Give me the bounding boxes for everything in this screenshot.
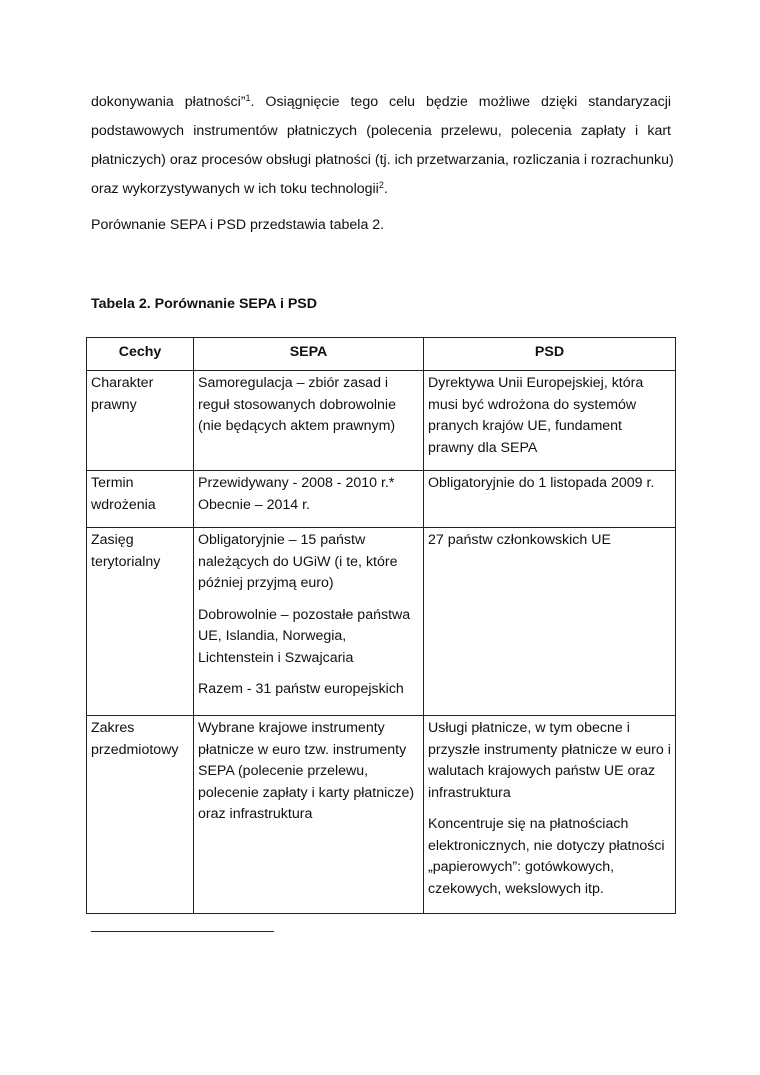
intro-line: podstawowych instrumentów płatniczych (polecenia przelewu, polecenia zapłaty i kart — [91, 123, 671, 139]
intro-line: płatniczych) oraz procesów obsługi płatności (tj. ich przetwarzania, rozliczania i rozrachunku) — [91, 152, 674, 168]
intro-line: dokonywania płatności”$^1$. Osiągnięcie tego celu będzie możliwe dzięki standaryzacji — [91, 93, 671, 110]
sepa-cell: Obligatoryjnie – 15 państw należących do UGiW (i te, które później przyjmą euro) Dobrowolnie – pozostałe państwa UE, Islandia, Norwegia, Lichtenstein i Szwajcaria Razem - 31 państw europejskich — [194, 528, 424, 716]
header-sepa: SEPA — [194, 338, 424, 371]
sepa-cell: Przewidywany - 2008 - 2010 r.* Obecnie – 2014 r. — [194, 471, 424, 528]
reference-sentence: Porównanie SEPA i PSD przedstawia tabela 2. — [91, 217, 385, 233]
footnote-ref-1[interactable]: 1 — [245, 93, 251, 103]
feature-cell: Zasięg terytorialny — [87, 528, 194, 716]
table-row — [87, 371, 676, 471]
psd-cell: Obligatoryjnie do 1 listopada 2009 r. — [424, 471, 676, 528]
feature-cell: Charakter prawny — [87, 371, 194, 471]
intro-paragraph — [91, 88, 674, 204]
footnote-separator — [91, 931, 274, 932]
sepa-cell: Wybrane krajowe instrumenty płatnicze w euro tzw. instrumenty SEPA (polecenie przelewu, polecenie zapłaty i karty płatnicze) oraz infrastruktura — [194, 716, 424, 914]
intro-line: oraz wykorzystywanych w ich toku technologii$^2$. — [91, 180, 388, 197]
psd-cell: 27 państw członkowskich UE — [424, 528, 676, 716]
comparison-table — [86, 337, 676, 914]
header-psd: PSD — [424, 338, 676, 371]
table-row — [87, 528, 676, 716]
footnote-ref-2[interactable]: 2 — [378, 180, 384, 190]
feature-cell: Zakres przedmiotowy — [87, 716, 194, 914]
table-header-row — [87, 338, 676, 371]
table-caption: Tabela 2. Porównanie SEPA i PSD — [91, 296, 318, 312]
header-cechy: Cechy — [87, 338, 194, 371]
psd-cell: Usługi płatnicze, w tym obecne i przyszłe instrumenty płatnicze w euro i walutach krajowych państw UE oraz infrastruktura Koncentruje się na płatnościach elektronicznych, nie dotyczy płatności „papierowych”: gotówkowych, czekowych, wekslowych itp. — [424, 716, 676, 914]
sepa-cell: Samoregulacja – zbiór zasad i reguł stosowanych dobrowolnie (nie będących aktem prawnym) — [194, 371, 424, 471]
table-row — [87, 716, 676, 914]
feature-cell: Termin wdrożenia — [87, 471, 194, 528]
table-row — [87, 471, 676, 528]
psd-cell: Dyrektywa Unii Europejskiej, która musi być wdrożona do systemów pranych krajów UE, fundament prawny dla SEPA — [424, 371, 676, 471]
